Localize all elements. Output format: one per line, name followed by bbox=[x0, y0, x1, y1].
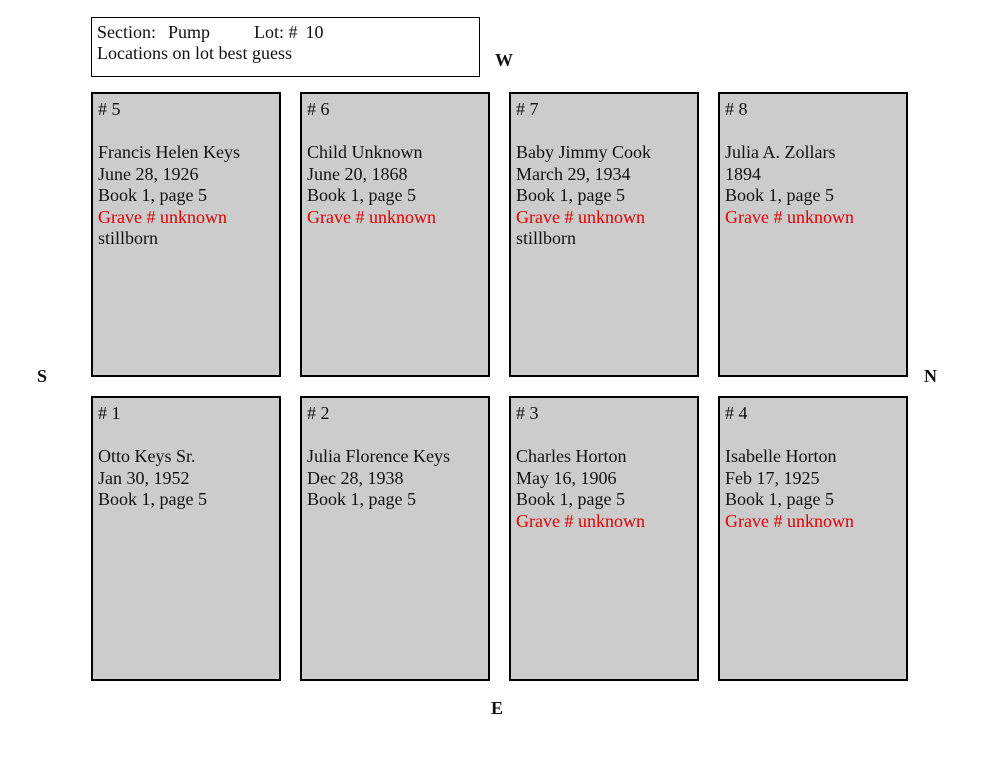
grave-book-ref: Book 1, page 5 bbox=[307, 185, 416, 205]
grave-number: # 7 bbox=[516, 99, 539, 119]
grave-number: # 8 bbox=[725, 99, 748, 119]
grave-name: Julia A. Zollars bbox=[725, 142, 836, 162]
grave-plot-1 bbox=[91, 396, 281, 681]
grave-number: # 1 bbox=[98, 403, 121, 423]
grave-plot-2 bbox=[300, 396, 490, 681]
compass-west: W bbox=[495, 50, 513, 70]
grave-status: Grave # unknown bbox=[98, 206, 227, 227]
grave-date: March 29, 1934 bbox=[516, 163, 631, 184]
grave-number: # 6 bbox=[307, 99, 330, 119]
grave-book-ref: Book 1, page 5 bbox=[98, 185, 207, 205]
grave-status: Grave # unknown bbox=[725, 510, 854, 531]
lot-info-line bbox=[97, 22, 479, 43]
lot-note: Locations on lot best guess bbox=[97, 43, 292, 63]
grave-plot-4 bbox=[718, 396, 908, 681]
section-label: Section: bbox=[97, 22, 156, 42]
grave-book-ref: Book 1, page 5 bbox=[516, 185, 625, 205]
grave-book-ref: Book 1, page 5 bbox=[98, 489, 207, 509]
grave-plot-7 bbox=[509, 92, 699, 377]
lot-label: Lot: # bbox=[254, 22, 298, 42]
grave-plot-8 bbox=[718, 92, 908, 377]
grave-note: stillborn bbox=[98, 228, 159, 248]
grave-status: Grave # unknown bbox=[725, 206, 854, 227]
grave-number: # 4 bbox=[725, 403, 748, 423]
grave-plot-5 bbox=[91, 92, 281, 377]
grave-name: Francis Helen Keys bbox=[98, 142, 240, 162]
grave-book-ref: Book 1, page 5 bbox=[307, 489, 416, 509]
grave-book-ref: Book 1, page 5 bbox=[516, 489, 625, 509]
grave-status: Grave # unknown bbox=[516, 510, 645, 531]
grave-date: Dec 28, 1938 bbox=[307, 467, 404, 488]
grave-status: Grave # unknown bbox=[516, 206, 645, 227]
grave-note: stillborn bbox=[516, 228, 577, 248]
compass-north: N bbox=[924, 366, 937, 386]
grave-date: May 16, 1906 bbox=[516, 467, 617, 488]
grave-date: 1894 bbox=[725, 163, 761, 184]
grave-number: # 3 bbox=[516, 403, 539, 423]
grave-plot-6 bbox=[300, 92, 490, 377]
grave-date: June 28, 1926 bbox=[98, 163, 199, 184]
grave-date: Jan 30, 1952 bbox=[98, 467, 190, 488]
lot-value: 10 bbox=[305, 22, 324, 42]
grave-plot-3 bbox=[509, 396, 699, 681]
grave-book-ref: Book 1, page 5 bbox=[725, 489, 834, 509]
grave-number: # 5 bbox=[98, 99, 121, 119]
grave-name: Baby Jimmy Cook bbox=[516, 142, 652, 162]
compass-east: E bbox=[491, 698, 504, 718]
grave-name: Child Unknown bbox=[307, 142, 423, 162]
grave-status: Grave # unknown bbox=[307, 206, 436, 227]
compass-south: S bbox=[37, 366, 48, 386]
grave-date: June 20, 1868 bbox=[307, 163, 408, 184]
grave-name: Julia Florence Keys bbox=[307, 446, 450, 466]
grave-date: Feb 17, 1925 bbox=[725, 467, 820, 488]
section-value: Pump bbox=[168, 22, 211, 42]
lot-info-box bbox=[91, 17, 480, 77]
grave-book-ref: Book 1, page 5 bbox=[725, 185, 834, 205]
grave-name: Otto Keys Sr. bbox=[98, 446, 196, 466]
grave-name: Charles Horton bbox=[516, 446, 627, 466]
grave-name: Isabelle Horton bbox=[725, 446, 837, 466]
grave-number: # 2 bbox=[307, 403, 330, 423]
